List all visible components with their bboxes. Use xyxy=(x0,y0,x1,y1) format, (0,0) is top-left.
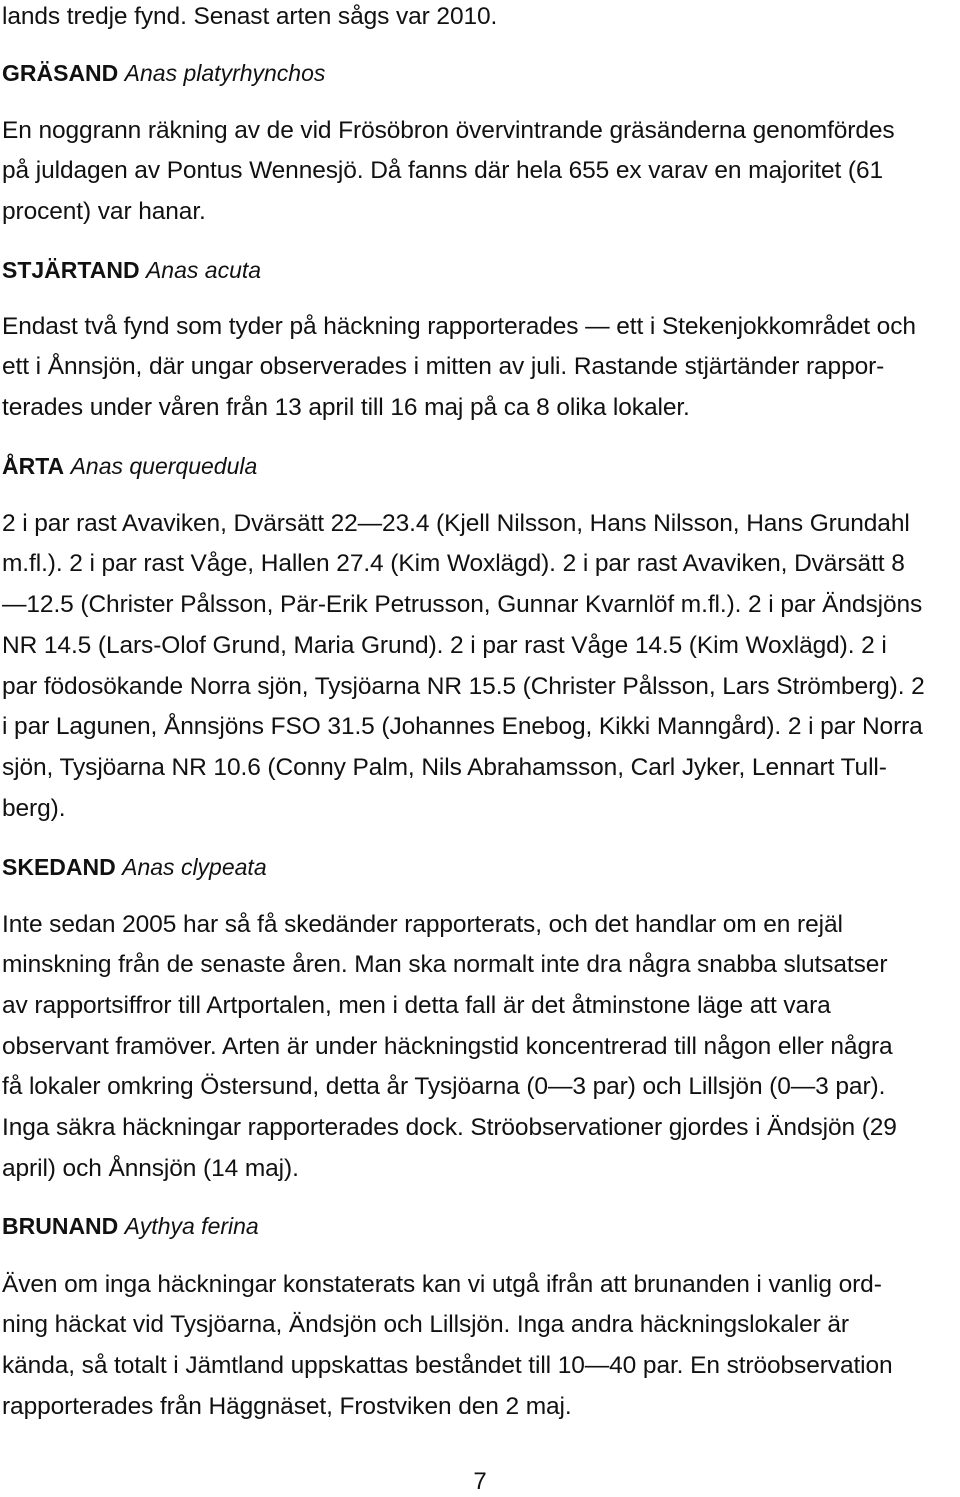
species-heading-brunand xyxy=(2,1211,259,1241)
body-text-line: kända, så totalt i Jämtland uppskattas beståndet till 10—40 par. En ströobservation xyxy=(2,1352,893,1379)
species-name: BRUNAND xyxy=(2,1213,119,1239)
page-number: 7 xyxy=(473,1468,487,1495)
body-text-line: av rapportsiffror till Artportalen, men i detta fall är det åtminstone läge att vara xyxy=(2,992,831,1019)
species-heading-skedand xyxy=(2,852,267,882)
body-text-line: par födosökande Norra sjön, Tysjöarna NR 15.5 (Christer Pålsson, Lars Strömberg). 2 xyxy=(2,673,925,700)
body-text-line: få lokaler omkring Östersund, detta år Tysjöarna (0—3 par) och Lillsjön (0—3 par). xyxy=(2,1073,886,1100)
body-text-line: sjön, Tysjöarna NR 10.6 (Conny Palm, Nils Abrahamsson, Carl Jyker, Lennart Tull- xyxy=(2,754,887,781)
species-name: SKEDAND xyxy=(2,854,116,880)
species-name: GRÄSAND xyxy=(2,60,119,86)
species-heading-arta xyxy=(2,451,257,481)
body-text-line: Inga säkra häckningar rapporterades dock. Ströobservationer gjordes i Ändsjön (29 xyxy=(2,1114,897,1141)
body-text-line: ning häckat vid Tysjöarna, Ändsjön och Lillsjön. Inga andra häckningslokaler är xyxy=(2,1311,849,1338)
body-text-line: En noggrann räkning av de vid Frösöbron övervintrande gräsänderna genomfördes xyxy=(2,117,895,144)
species-heading-stjartand xyxy=(2,255,261,285)
body-text-line: berg). xyxy=(2,795,66,822)
species-latin-name: Anas clypeata xyxy=(122,854,267,880)
body-text-line: rapporterades från Häggnäset, Frostviken den 2 maj. xyxy=(2,1393,572,1420)
species-latin-name: Anas platyrhynchos xyxy=(124,60,326,86)
species-latin-name: Anas querquedula xyxy=(70,453,258,479)
body-text-line: observant framöver. Arten är under häckningstid koncentrerad till någon eller några xyxy=(2,1033,893,1060)
species-heading-grasand xyxy=(2,58,325,88)
body-text-line: Inte sedan 2005 har så få skedänder rapporterats, och det handlar om en rejäl xyxy=(2,911,843,938)
body-text-line: Även om inga häckningar konstaterats kan vi utgå ifrån att brunanden i vanlig ord- xyxy=(2,1271,882,1298)
species-latin-name: Aythya ferina xyxy=(124,1213,259,1239)
body-text-line: ett i Ånnsjön, där ungar observerades i mitten av juli. Rastande stjärtänder rappor- xyxy=(2,353,885,380)
body-text-line: NR 14.5 (Lars-Olof Grund, Maria Grund). 2 i par rast Våge 14.5 (Kim Woxlägd). 2 i xyxy=(2,632,887,659)
body-text-line: i par Lagunen, Ånnsjöns FSO 31.5 (Johannes Enebog, Kikki Manngård). 2 i par Norra xyxy=(2,713,923,740)
body-text-line: lands tredje fynd. Senast arten sågs var 2010. xyxy=(2,3,498,30)
body-text-line: m.fl.). 2 i par rast Våge, Hallen 27.4 (Kim Woxlägd). 2 i par rast Avaviken, Dvärsätt 8 xyxy=(2,550,905,577)
body-text-line: —12.5 (Christer Pålsson, Pär-Erik Petrusson, Gunnar Kvarnlöf m.fl.). 2 i par Ändsjöns xyxy=(2,591,923,618)
species-name: STJÄRTAND xyxy=(2,257,140,283)
body-text-line: terades under våren från 13 april till 16 maj på ca 8 olika lokaler. xyxy=(2,394,690,421)
body-text-line: Endast två fynd som tyder på häckning rapporterades — ett i Stekenjokkområdet och xyxy=(2,313,916,340)
body-text-line: 2 i par rast Avaviken, Dvärsätt 22—23.4 (Kjell Nilsson, Hans Nilsson, Hans Grundahl xyxy=(2,510,910,537)
species-name: ÅRTA xyxy=(2,453,65,479)
body-text-line: på juldagen av Pontus Wennesjö. Då fanns där hela 655 ex varav en majoritet (61 xyxy=(2,157,884,184)
body-text-line: procent) var hanar. xyxy=(2,198,206,225)
body-text-line: april) och Ånnsjön (14 maj). xyxy=(2,1155,299,1182)
body-text-line: minskning från de senaste åren. Man ska normalt inte dra några snabba slutsatser xyxy=(2,951,888,978)
species-latin-name: Anas acuta xyxy=(145,257,262,283)
